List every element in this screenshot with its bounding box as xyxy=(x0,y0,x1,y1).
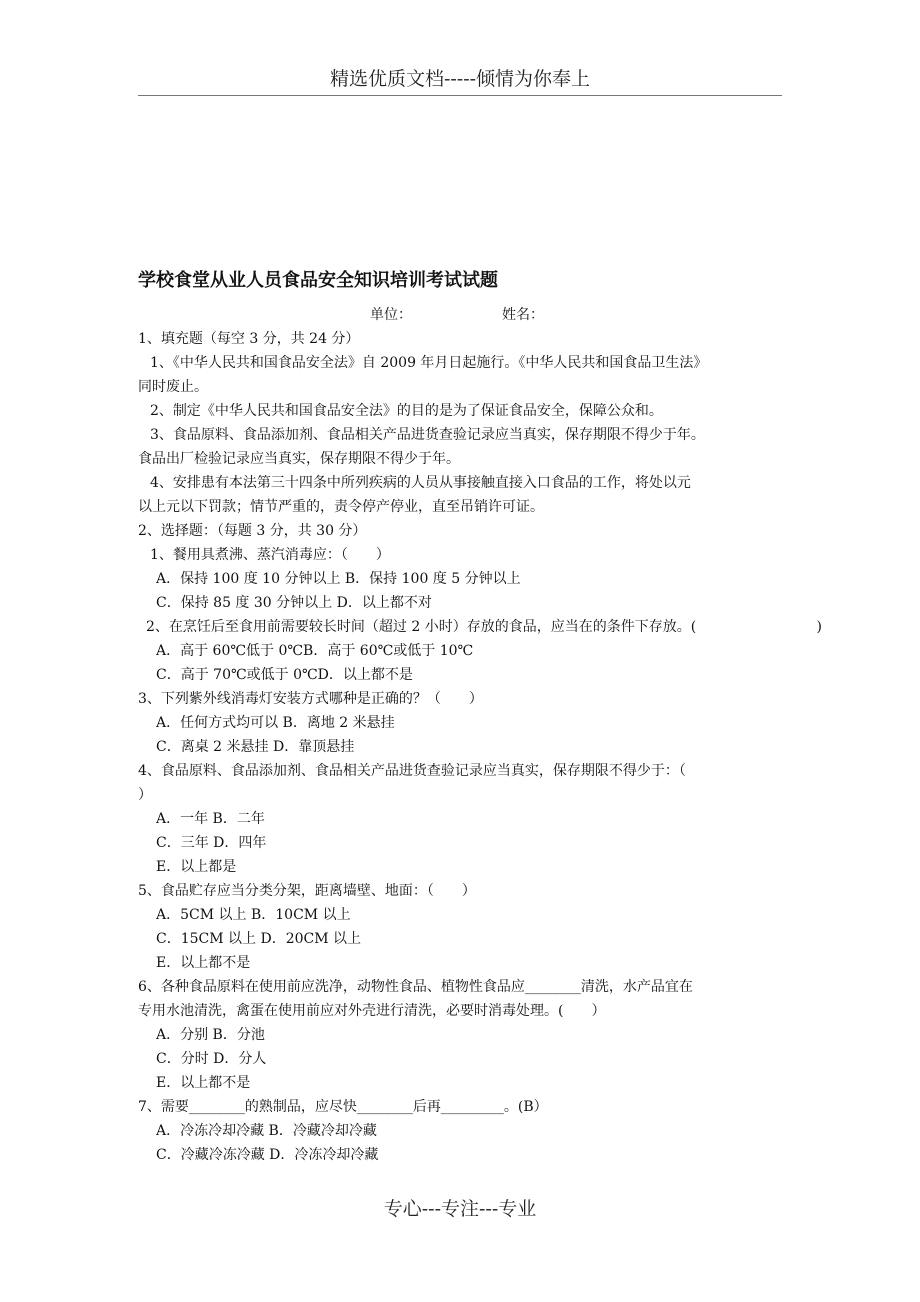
fill-q1-line1: 1、《中华人民共和国食品安全法》自 2009 年月日起施行。《中华人民共和国食品卫生法》 xyxy=(150,355,708,371)
choice-q6-line1: 6、各种食品原料在使用前应洗净，动物性食品、植物性食品应________清洗，水产品宜在 xyxy=(138,979,693,995)
choice-q3-options-cd: C．离桌 2 米悬挂 D．靠顶悬挂 xyxy=(156,739,355,755)
choice-q4-option-e: E．以上都是 xyxy=(156,859,237,875)
choice-q7: 7、需要________的熟制品，应尽快________后再_________。(B） xyxy=(138,1099,548,1115)
page-header: 精选优质文档-----倾情为你奉上 xyxy=(329,68,591,90)
choice-q4-line2: ） xyxy=(138,787,152,803)
fill-q3-line2: 食品出厂检验记录应当真实，保存期限不得少于年。 xyxy=(138,451,460,467)
exam-content xyxy=(138,303,822,1167)
choice-q2: 2、在烹饪后至食用前需要较长时间（超过 2 小时）存放的食品，应当在的条件下存放。( xyxy=(146,619,697,635)
choice-q6-option-e: E．以上都不是 xyxy=(156,1075,251,1091)
fill-q1-line2: 同时废止。 xyxy=(138,379,208,395)
unit-name-row xyxy=(138,303,798,327)
fill-q2: 2、制定《中华人民共和国食品安全法》的目的是为了保证食品安全，保障公众和。 xyxy=(150,403,663,419)
choice-section-heading: 2、选择题：（每题 3 分，共 30 分） xyxy=(138,523,367,539)
choice-q7-options-cd: C．冷藏冷冻冷藏 D．冷冻冷却冷藏 xyxy=(156,1147,379,1163)
choice-q4-line1: 4、食品原料、食品添加剂、食品相关产品进货查验记录应当真实，保存期限不得少于：（ xyxy=(138,763,686,779)
fill-q4-line2: 以上元以下罚款；情节严重的，责令停产停业，直至吊销许可证。 xyxy=(138,499,544,515)
choice-q5-option-e: E．以上都不是 xyxy=(156,955,251,971)
choice-q3-options-ab: A．任何方式均可以 B．离地 2 米悬挂 xyxy=(156,715,395,731)
choice-q4-options-cd: C．三年 D．四年 xyxy=(156,835,267,851)
choice-q6-line2: 专用水池清洗，禽蛋在使用前应对外壳进行清洗，必要时消毒处理。( ） xyxy=(138,1003,606,1019)
choice-q6-options-ab: A．分别 B．分池 xyxy=(156,1027,265,1043)
fill-q3-line1: 3、食品原料、食品添加剂、食品相关产品进货查验记录应当真实，保存期限不得少于年。 xyxy=(150,427,705,443)
choice-q5-options-ab: A．5CM 以上 B．10CM 以上 xyxy=(156,907,351,923)
choice-q4-options-ab: A．一年 B．二年 xyxy=(156,811,265,827)
page-footer: 专心---专注---专业 xyxy=(383,1198,537,1220)
document-title: 学校食堂从业人员食品安全知识培训考试试题 xyxy=(138,270,498,291)
choice-q1: 1、餐用具煮沸、蒸汽消毒应：（ ） xyxy=(150,547,390,563)
choice-q1-options-ab: A．保持 100 度 10 分钟以上 B．保持 100 度 5 分钟以上 xyxy=(156,571,521,587)
fill-section-heading: 1、填充题（每空 3 分，共 24 分） xyxy=(138,331,360,347)
choice-q2-options-ab: A．高于 60℃低于 0℃B．高于 60℃或低于 10℃ xyxy=(156,643,474,659)
name-label: 姓名： xyxy=(502,307,544,323)
choice-q1-options-cd: C．保持 85 度 30 分钟以上 D．以上都不对 xyxy=(156,595,432,611)
choice-q5-options-cd: C．15CM 以上 D．20CM 以上 xyxy=(156,931,362,947)
choice-q3: 3、下列紫外线消毒灯安装方式哪种是正确的？（ ） xyxy=(138,691,483,707)
choice-q2-row xyxy=(138,615,822,639)
choice-q2-options-cd: C．高于 70℃或低于 0℃D．以上都不是 xyxy=(156,667,413,683)
header-divider xyxy=(138,95,782,96)
choice-q2-close-paren: ) xyxy=(816,619,822,635)
choice-q5: 5、食品贮存应当分类分架，距离墙壁、地面：（ ） xyxy=(138,883,476,899)
unit-label: 单位： xyxy=(370,307,412,323)
fill-q4-line1: 4、安排患有本法第三十四条中所列疾病的人员从事接触直接入口食品的工作，将处以元 xyxy=(150,475,691,491)
choice-q6-options-cd: C．分时 D．分人 xyxy=(156,1051,267,1067)
choice-q7-options-ab: A．冷冻冷却冷藏 B．冷藏冷却冷藏 xyxy=(156,1123,377,1139)
